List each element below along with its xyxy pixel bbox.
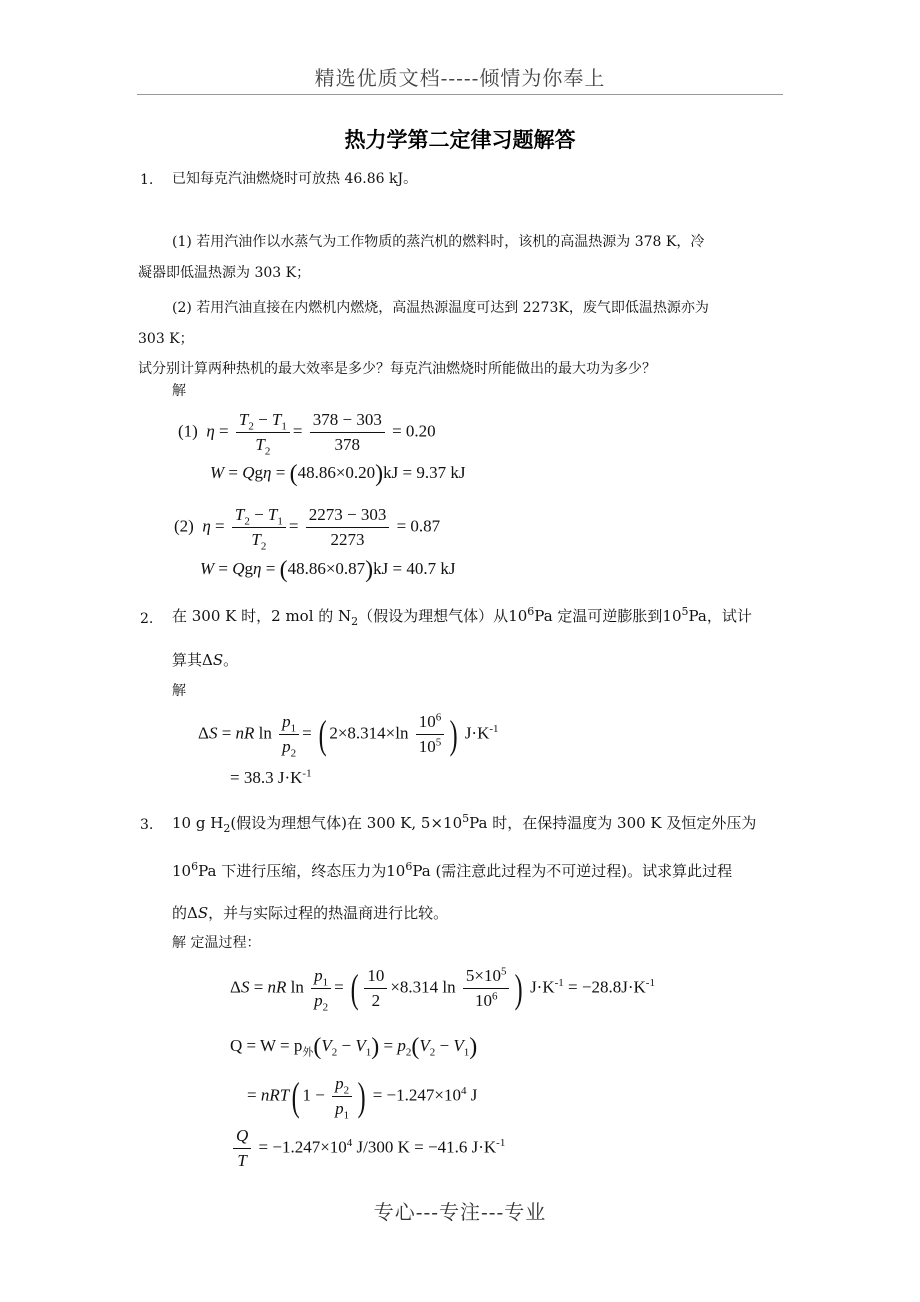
equation-efficiency-2: (2) η = $\frac{T_2 - T_1}{T_2}$ = $\frac{2273 - 303}{2273}$ = 0.87 <box>174 505 441 553</box>
equation-heat-temperature-quotient: $\frac{Q}{T}$ = $-1.247\times 10^4$ J/300 K = −41.6 $J\cdot K^{-1}$ <box>230 1126 505 1171</box>
page-header: 精选优质文档-----倾情为你奉上 <box>314 66 606 90</box>
problem-text: 试分别计算两种热机的最大效率是多少？每克汽油燃烧时所能做出的最大功为多少？ <box>138 361 656 377</box>
solution-label: 解 定温过程： <box>172 935 261 951</box>
solution-label: 解 <box>172 383 186 399</box>
page-footer: 专心---专注---专业 <box>373 1200 547 1224</box>
problem-text: 的ΔS，并与实际过程的热温商进行比较。 <box>172 904 449 922</box>
problem-number: 2. <box>140 611 154 627</box>
header-divider <box>137 94 783 95</box>
problem-text: $10^6Pa$ 下进行压缩，终态压力为$10^6Pa$ (需注意此过程为不可逆过程)。试求算此过程 <box>172 860 733 880</box>
equation-heat-3: $Q = W = p_外(V_2 - V_1) = p_2(V_2 - V_1)$ <box>230 1034 478 1061</box>
equation-efficiency-1: (1) η = $\frac{T_2 - T_1}{T_2}$ = $\frac{378 - 303}{378}$ = 0.20 <box>178 410 436 458</box>
problem-text: 10 g $H_2$(假设为理想气体)在 300 K, $5\times 10^5Pa$ 时，在保持温度为 300 K 及恒定外压为 <box>172 812 757 835</box>
problem-text: 凝器即低温热源为 303 K； <box>138 265 311 281</box>
equation-work-1: W = Qgη = (48.86×0.20)kJ = 9.37 kJ <box>210 461 466 488</box>
problem-text: (1) 若用汽油作以水蒸气为工作物质的蒸汽机的燃料时，该机的高温热源为 378 K，冷 <box>172 234 705 250</box>
solution-label: 解 <box>172 683 186 699</box>
equation-work-2: W = Qgη = (48.86×0.87)kJ = 40.7 kJ <box>200 557 456 584</box>
equation-result-2: = 38.3 $J\cdot K^{-1}$ <box>230 767 312 787</box>
document-title: 热力学第二定律习题解答 <box>344 127 576 152</box>
equation-entropy-3: ΔS = nR ln $\frac{p_1}{p_2}$ = ( $\frac{10}{2}$ ×8.314 ln $\frac{5\times 10^5}{10^6}$ ) $J\cdot K^{-1} = -28.8J\cdot K^{-1}$ <box>230 965 655 1014</box>
equation-heat-result-3: = nRT( 1 − $\frac{p_2}{p_1}$ ) = $-1.247\times 10^4$ J <box>247 1073 478 1122</box>
problem-text: 算其ΔS。 <box>172 651 239 669</box>
problem-text: 303 K； <box>138 331 194 347</box>
problem-text: (2) 若用汽油直接在内燃机内燃烧，高温热源温度可达到 2273K，废气即低温热源亦为 <box>172 300 709 316</box>
problem-text: 在 300 K 时，2 mol 的 $N_2$（假设为理想气体）从$10^6Pa$ 定温可逆膨胀到$10^5Pa$，试计 <box>172 605 752 628</box>
problem-text: 已知每克汽油燃烧时可放热 46.86 kJ。 <box>172 171 418 187</box>
equation-entropy-2: ΔS = nR ln $\frac{p_1}{p_2}$ = ( 2×8.314×ln $\frac{10^6}{10^5}$ ) $J\cdot K^{-1}$ <box>198 711 499 760</box>
problem-number: 3. <box>140 817 154 833</box>
problem-number: 1. <box>140 172 154 188</box>
